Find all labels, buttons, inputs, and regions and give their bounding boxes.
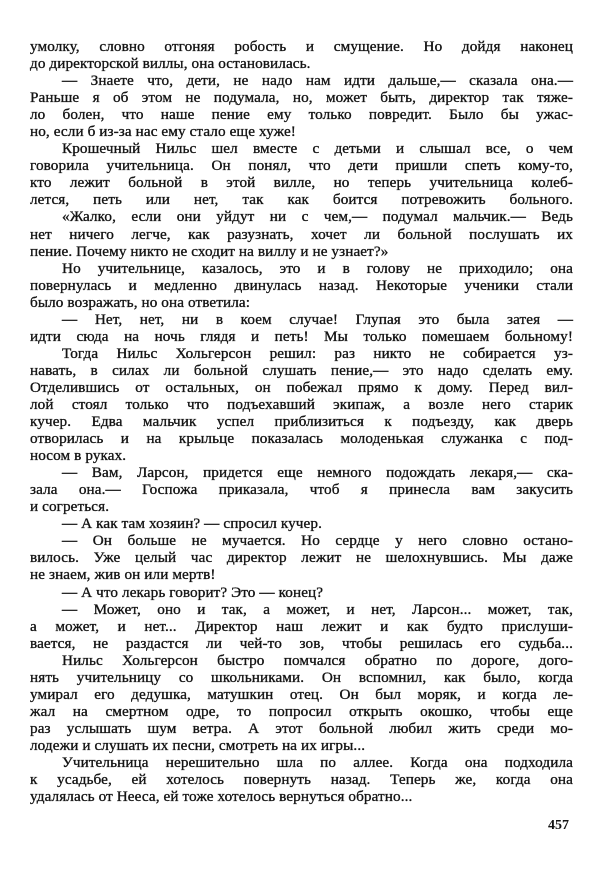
text-line: удалялась от Нееса, ей тоже хотелось вернуться обратно... <box>30 788 413 806</box>
text-line: — Он больше не мучается. Но сердце у него словно остано- <box>62 532 573 550</box>
text-line: лой стоял только что подъехавший экипаж, а возле него старик <box>30 395 573 413</box>
text-line: лодежи и слушать их песни, смотреть на их игры... <box>30 736 366 754</box>
text-line: Тогда Нильс Хольгерсон решил: раз никто не собирается уз- <box>62 344 573 362</box>
text-line: ло болен, что наше пение ему только повредит. Было бы ужас- <box>30 106 573 124</box>
text-line: вается, не раздастся ли чей-то зов, чтобы решилась его судьба... <box>30 634 573 652</box>
text-line: — Может, оно и так, а может, и нет, Ларсон... может, так, <box>62 600 573 618</box>
text-line: кучер. Едва мальчик успел приблизиться к подъезду, как дверь <box>30 413 573 431</box>
text-line: жал на смертном одре, то попросил открыть окошко, чтобы еще <box>30 702 573 720</box>
text-line: нет ничего легче, как разузнать, хочет ли больной послушать их <box>30 225 573 243</box>
text-line: лется, петь или нет, так как боится потревожить больного. <box>30 191 573 209</box>
text-line: говорила учительница. Он понял, что дети пришли спеть кому-то, <box>30 157 573 175</box>
text-line: кто лежит больной в этой вилле, но теперь учительница колеб- <box>30 174 573 192</box>
text-line: — Вам, Ларсон, придется еще немного подождать лекаря,— ска- <box>62 464 573 482</box>
text-line: вилось. Уже целый час директор лежит не шелохнувшись. Мы даже <box>30 549 573 567</box>
text-line: — А как там хозяин? — спросил кучер. <box>62 515 322 533</box>
text-line: отворилась и на крыльце показалась молоденькая служанка с под- <box>30 430 573 448</box>
text-line: носом в руках. <box>30 447 127 465</box>
text-line: Раньше я об этом не подумала, но, может быть, директор так тяже- <box>30 89 573 107</box>
text-line: а может, и нет... Директор наш лежит и как будто прислуши- <box>30 617 573 635</box>
book-page-text <box>30 38 573 805</box>
text-line: умирал его дедушка, матушкин отец. Он был моряк, и когда ле- <box>30 685 573 703</box>
text-line: пение. Почему никто не сходит на виллу и не узнает?» <box>30 242 389 260</box>
text-line: раз услышать шум ветра. А этот больной любил жить среди мо- <box>30 719 573 737</box>
text-line: было возражать, но она ответила: <box>30 293 251 311</box>
text-line: до директорской виллы, она остановилась. <box>30 55 311 73</box>
text-line: Но учительнице, казалось, это и в голову не приходило; она <box>62 259 573 277</box>
text-line: — А что лекарь говорит? Это — конец? <box>62 583 324 601</box>
text-line: зала она.— Госпожа приказала, чтоб я принесла вам закусить <box>30 481 573 499</box>
text-line: Нильс Хольгерсон быстро помчался обратно по дороге, дого- <box>62 651 573 669</box>
text-line: «Жалко, если они уйдут ни с чем,— подумал мальчик.— Ведь <box>62 208 573 226</box>
text-line: умолку, словно отгоняя робость и смущение. Но дойдя наконец <box>30 38 573 55</box>
text-line: к усадьбе, ей хотелось повернуть назад. Теперь же, когда она <box>30 771 573 789</box>
text-line: и согреться. <box>30 498 110 516</box>
text-line: навать, в силах ли больной слушать пение,— это надо сделать ему. <box>30 361 573 379</box>
text-line: повернулась и медленно двинулась назад. Некоторые ученики стали <box>30 276 573 294</box>
text-line: не знаем, жив он или мертв! <box>30 566 216 584</box>
text-line: Крошечный Нильс шел вместе с детьми и слышал все, о чем <box>62 140 573 158</box>
text-line: Учительница нерешительно шла по аллее. Когда она подходила <box>62 753 573 771</box>
text-line: но, если б из-за нас ему стало еще хуже! <box>30 123 296 141</box>
page-number: 457 <box>548 818 569 833</box>
text-line: нять учительницу со школьниками. Он вспомнил, как было, когда <box>30 668 573 686</box>
text-line: — Знаете что, дети, не надо нам идти дальше,— сказала она.— <box>62 72 573 90</box>
text-line: идти сюда на ночь глядя и петь! Мы только помешаем больному! <box>30 327 573 345</box>
text-line: Отделившись от остальных, он побежал прямо к дому. Перед вил- <box>30 378 573 396</box>
text-line: — Нет, нет, ни в коем случае! Глупая это была затея — <box>62 310 573 328</box>
